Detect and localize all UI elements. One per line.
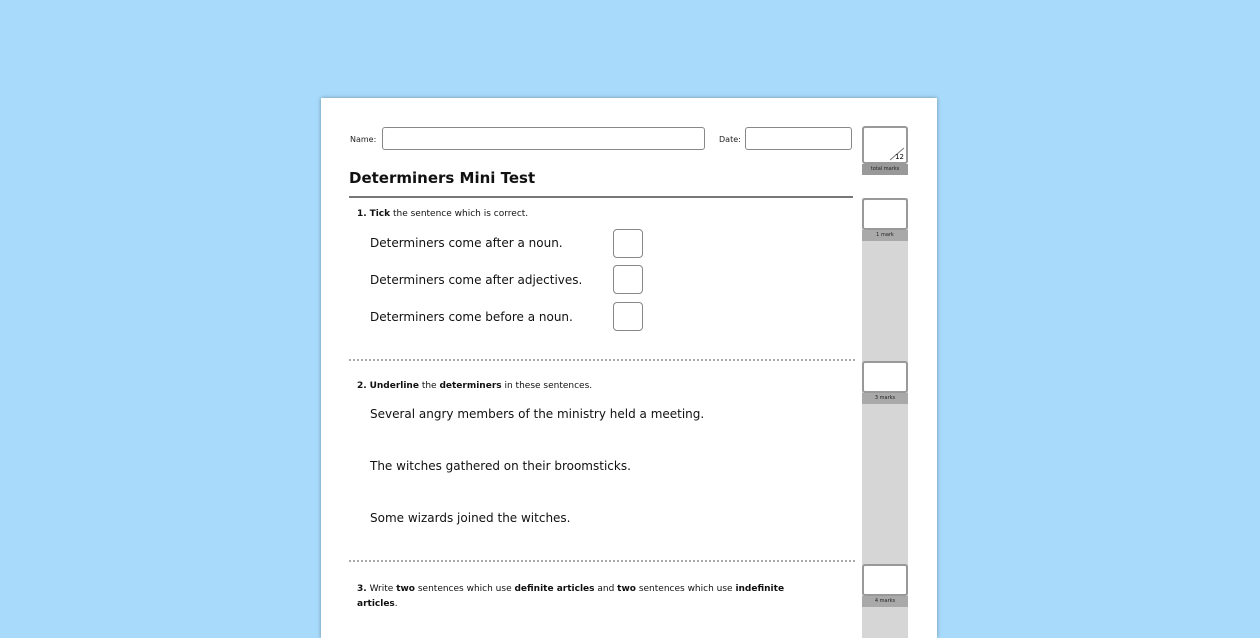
worksheet-page (321, 98, 937, 638)
q2-marks-label: 3 marks (862, 393, 908, 404)
option-1-checkbox[interactable] (613, 229, 643, 258)
total-marks-label: total marks (862, 164, 908, 175)
sentence-2: The witches gathered on their broomsticks. (370, 459, 631, 473)
total-marks-box[interactable] (862, 126, 908, 164)
q1-marks-box[interactable] (862, 198, 908, 230)
dotted-divider (349, 359, 855, 361)
q1-marks-label: 1 mark (862, 230, 908, 241)
option-3-checkbox[interactable] (613, 302, 643, 331)
question-1-prompt: 1. Tick the sentence which is correct. (357, 209, 529, 219)
sentence-3: Some wizards joined the witches. (370, 511, 571, 525)
option-1: Determiners come after a noun. (370, 236, 563, 250)
option-2: Determiners come after adjectives. (370, 273, 583, 287)
dotted-divider (349, 560, 855, 562)
title-divider (349, 196, 853, 198)
q2-marks-box[interactable] (862, 361, 908, 393)
page-title: Determiners Mini Test (349, 169, 536, 187)
name-label: Name: (350, 135, 377, 144)
q3-marks-box[interactable] (862, 564, 908, 596)
sentence-1: Several angry members of the ministry held a meeting. (370, 407, 705, 421)
date-label: Date: (719, 135, 741, 144)
total-marks-value: 12 (895, 153, 904, 161)
option-2-checkbox[interactable] (613, 265, 643, 294)
name-field[interactable] (382, 127, 705, 150)
date-field[interactable] (745, 127, 852, 150)
question-3-prompt: 3. Write two sentences which use definite articles and two sentences which use indefinite articles. (357, 584, 785, 609)
option-3: Determiners come before a noun. (370, 310, 573, 324)
q3-marks-label: 4 marks (862, 596, 908, 607)
question-2-prompt: 2. Underline the determiners in these sentences. (357, 381, 593, 391)
